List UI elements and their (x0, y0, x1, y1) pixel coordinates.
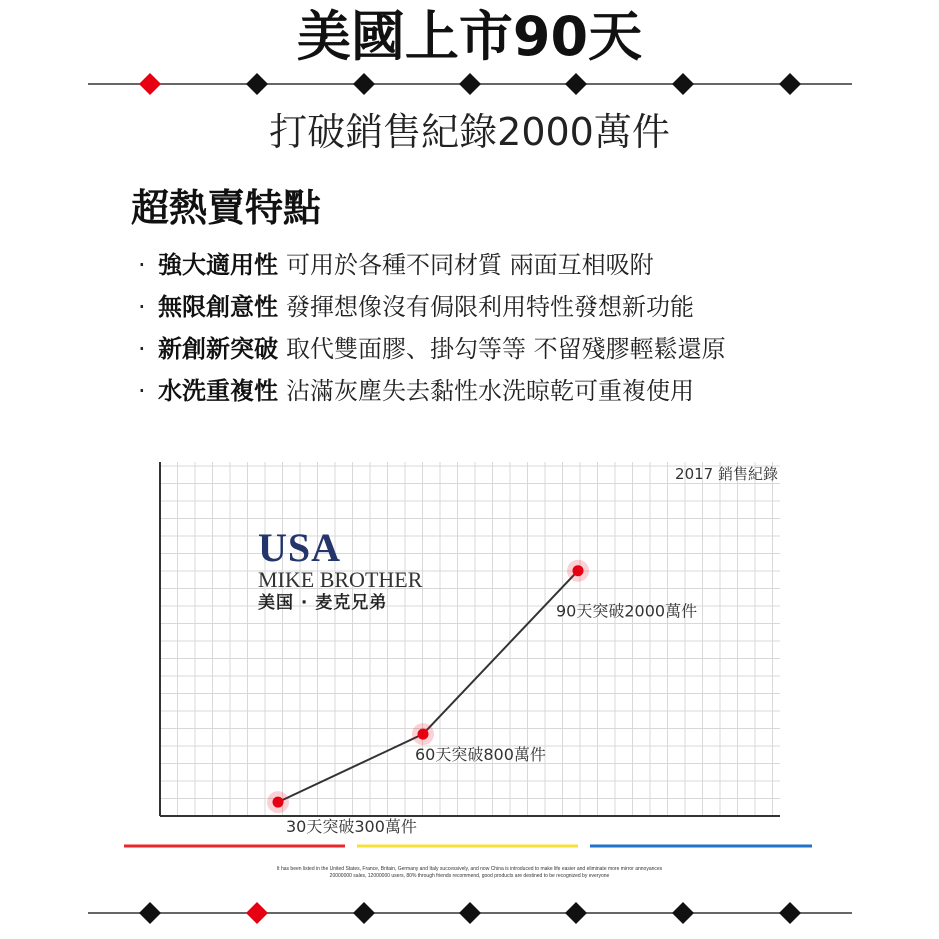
top-divider (88, 73, 852, 95)
feature-desc: 取代雙面膠、掛勾等等 不留殘膠輕鬆還原 (286, 335, 726, 363)
feature-desc: 可用於各種不同材質 兩面互相吸附 (286, 251, 654, 279)
diamond-icon (779, 73, 801, 95)
features-heading: 超熱賣特點 (131, 186, 322, 230)
data-point (418, 729, 429, 740)
brand-logo (258, 525, 423, 614)
data-point (573, 565, 584, 576)
diamond-icon (672, 73, 694, 95)
diamond-red-icon (139, 73, 161, 95)
bullet: · (138, 377, 146, 405)
feature-list (138, 244, 726, 412)
footnote-line-2: 20000000 sales, 12000000 users, 80% through friends recommend, good products are destined to be recognized by everyone (329, 873, 610, 879)
feature-item (138, 244, 726, 286)
data-label: 90天突破2000萬件 (556, 601, 698, 621)
diamond-red-icon (246, 902, 268, 924)
logo-brand-text: MIKE BROTHER (258, 567, 423, 592)
diamond-icon (672, 902, 694, 924)
diamond-icon (565, 902, 587, 924)
diamond-icon (459, 73, 481, 95)
feature-desc: 沾滿灰塵失去黏性水洗晾乾可重複使用 (286, 377, 694, 405)
diamond-icon (565, 73, 587, 95)
feature-desc: 發揮想像沒有侷限利用特性發想新功能 (286, 293, 694, 321)
bullet: · (138, 251, 146, 279)
feature-item (138, 370, 726, 412)
logo-brand-cn: 美国 · 麦克兄弟 (258, 593, 388, 613)
data-point (273, 797, 284, 808)
chart-legend-title: 2017 銷售紀錄 (675, 465, 778, 483)
diamond-icon (353, 902, 375, 924)
feature-name: 強大適用性 (158, 251, 278, 279)
bottom-divider (88, 902, 852, 924)
bullet: · (138, 293, 146, 321)
feature-name: 水洗重複性 (158, 377, 278, 405)
feature-item (138, 286, 726, 328)
sales-chart (160, 462, 780, 836)
diamond-icon (353, 73, 375, 95)
footnote-line-1: It has been listed in the United States, France, Britain, Germany and Italy successively, and now China is introduced to make life easier and eliminate more mirror annoyances (276, 866, 663, 872)
diamond-icon (459, 902, 481, 924)
diamond-icon (779, 902, 801, 924)
feature-name: 新創新突破 (158, 335, 278, 363)
data-label: 60天突破800萬件 (415, 745, 546, 765)
data-label: 30天突破300萬件 (286, 817, 417, 837)
logo-usa-text: USA (258, 525, 342, 570)
page-subtitle: 打破銷售紀錄2000萬件 (269, 110, 670, 154)
feature-item (138, 328, 726, 370)
diamond-icon (246, 73, 268, 95)
bullet: · (138, 335, 146, 363)
diamond-icon (139, 902, 161, 924)
feature-name: 無限創意性 (158, 293, 278, 321)
page-title: 美國上市90天 (296, 5, 643, 68)
